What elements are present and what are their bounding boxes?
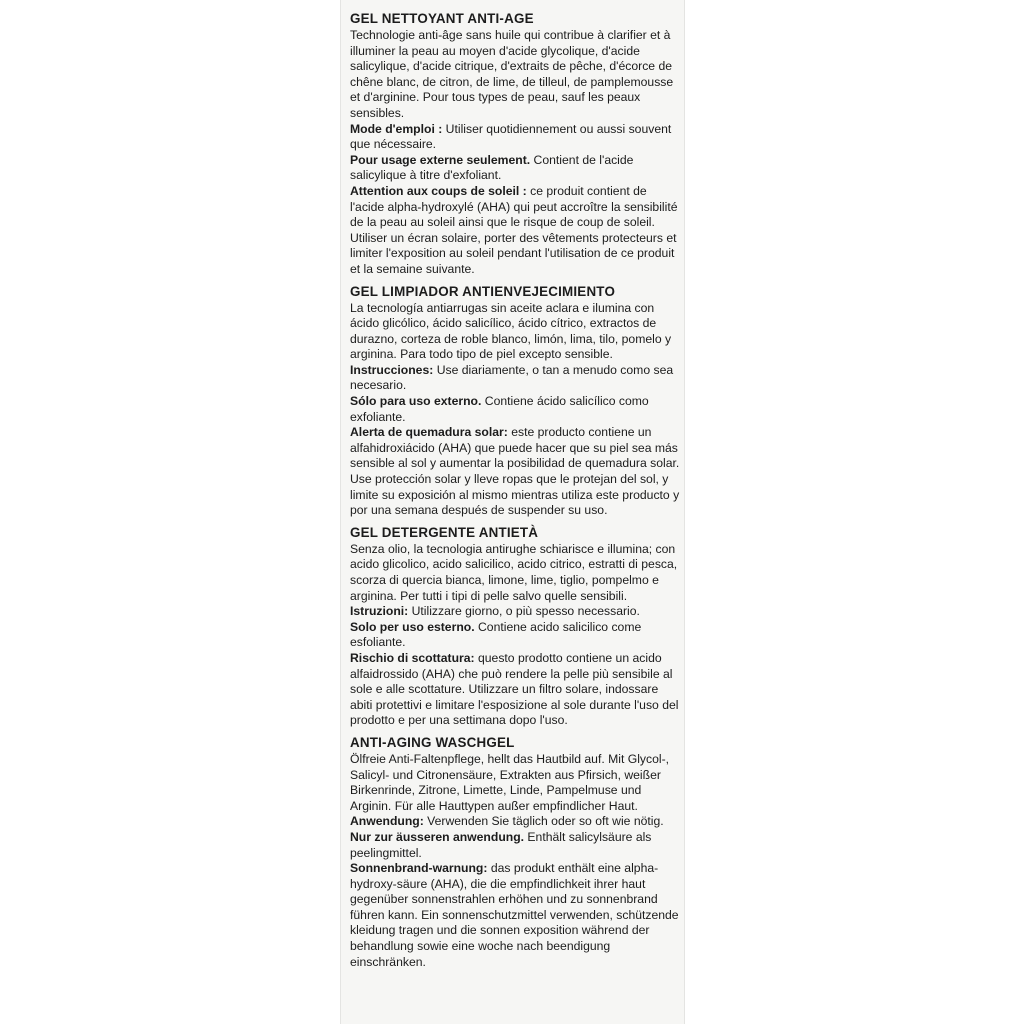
product-label-panel: [340, 0, 685, 1024]
block-text: este producto contiene un alfahidroxiácido (AHA) que puede hacer que su piel sea más sensible al sol y aumentar la posibilidad de quemadura solar. Use protección solar y lleve ropas que le protejan del sol, y limite su exposición al mismo mientras utiliza este producto y por una semana después de suspender su uso.: [350, 425, 680, 518]
block-text: Enthält salicylsäure als peelingmittel.: [350, 829, 652, 860]
block-text: Contiene ácido salicílico como exfoliante.: [350, 394, 649, 424]
block-lead: Mode d'emploi :: [350, 121, 443, 136]
block-text: das produkt enthält eine alpha-hydroxy-säure (AHA), die die empfindlichkeit ihrer haut gegenüber sonnenstrahlen erhöhen und zu sonnenbrand führen kann. Ein sonnenschutzmittel verwenden, schützende kleidung tragen und die sonnen exposition während der behandlung sowie eine woche nach beendigung einschränken.: [350, 861, 679, 969]
block-text: Contiene acido salicilico come esfoliante.: [350, 619, 642, 650]
usage-instructions: [350, 604, 680, 620]
block-text: questo prodotto contiene un acido alfaidrossido (AHA) che può rendere la pelle più sensibile al sole e alle scottature. Utilizzare un filtro solare, indossare abiti protettivi e limitare l'esposizione al sole durante l'uso del prodotto e per una settimana dopo l'uso.: [350, 650, 679, 728]
external-use-note: [350, 394, 680, 425]
block-lead: Nur zur äusseren anwendung.: [350, 829, 525, 844]
block-text: Utiliser quotidiennement ou aussi souvent que nécessaire.: [350, 121, 672, 152]
block-text: Use diariamente, o tan a menudo como sea necesario.: [350, 362, 674, 393]
section-intro: Ölfreie Anti-Faltenpflege, hellt das Hautbild auf. Mit Glycol-, Salicyl- und Citronensäure, Extrakten aus Pfirsich, weißer Birkenrinde, Zitrone, Limette, Linde, Pampelmuse und Arginin. Für alle Hauttypen außer empfindlicher Haut.: [350, 751, 670, 813]
block-lead: Rischio di scottatura:: [350, 650, 475, 665]
block-lead: Solo per uso esterno.: [350, 619, 475, 634]
external-use-note: [350, 620, 680, 651]
block-lead: Attention aux coups de soleil :: [350, 183, 527, 198]
usage-instructions: [350, 122, 680, 153]
block-lead: Alerta de quemadura solar:: [350, 425, 508, 440]
sunburn-warning: [350, 861, 680, 970]
usage-instructions: [350, 363, 680, 394]
block-lead: Pour usage externe seulement.: [350, 152, 531, 167]
section-intro: Senza olio, la tecnologia antirughe schiarisce e illumina; con acido glicolico, acido salicilico, acido citrico, estratti di pesca, scorza di quercia bianca, limone, lime, tiglio, pompelmo e arginina. Per tutti i tipi di pelle salvo quelle sensibili.: [350, 541, 678, 603]
section-french: [350, 10, 680, 278]
external-use-note: [350, 830, 680, 861]
section-german: [350, 734, 680, 970]
section-title: GEL NETTOYANT ANTI-AGE: [350, 11, 534, 26]
block-lead: Instrucciones:: [350, 362, 434, 377]
section-title: ANTI-AGING WASCHGEL: [350, 734, 515, 750]
section-intro: Technologie anti-âge sans huile qui contribue à clarifier et à illuminer la peau au moyen d'acide glycolique, d'acide salicylique, d'acide citrique, d'extraits de pêche, d'écorce de chêne blanc, de citron, de lime, de tilleul, de pamplemousse et d'arginine. Pour tous types de peau, sauf les peaux sensibles.: [350, 28, 674, 120]
block-text: ce produit contient de l'acide alpha-hydroxylé (AHA) qui peut accroître la sensibilité de la peau au soleil ainsi que le risque de coup de soleil. Utiliser un écran solaire, porter des vêtements protecteurs et limiter l'exposition au soleil pendant l'utilisation de ce produit et la semaine suivante.: [350, 183, 678, 276]
section-italian: [350, 524, 680, 729]
section-title: GEL DETERGENTE ANTIETÀ: [350, 524, 539, 540]
block-lead: Sonnenbrand-warnung:: [350, 861, 488, 876]
block-lead: Istruzioni:: [350, 604, 409, 619]
usage-instructions: [350, 814, 680, 830]
block-text: Utilizzare giorno, o più spesso necessario.: [408, 604, 640, 619]
block-text: Verwenden Sie täglich oder so oft wie nötig.: [423, 814, 664, 829]
external-use-note: [350, 153, 680, 184]
sunburn-warning: [350, 651, 680, 729]
sunburn-warning: [350, 425, 680, 519]
block-lead: Sólo para uso externo.: [350, 394, 482, 409]
label-text-column: [350, 10, 680, 975]
section-spanish: [350, 283, 680, 519]
section-title: GEL LIMPIADOR ANTIENVEJECIMIENTO: [350, 283, 616, 299]
sunburn-warning: [350, 184, 680, 278]
block-text: Contient de l'acide salicylique à titre d'exfoliant.: [350, 152, 634, 183]
section-intro: La tecnología antiarrugas sin aceite aclara e ilumina con ácido glicólico, ácido salicílico, ácido cítrico, extractos de durazno, corteza de roble blanco, limón, lima, tilo, pomelo y arginina. Para todo tipo de piel excepto sensible.: [350, 300, 672, 362]
block-lead: Anwendung:: [350, 814, 424, 829]
